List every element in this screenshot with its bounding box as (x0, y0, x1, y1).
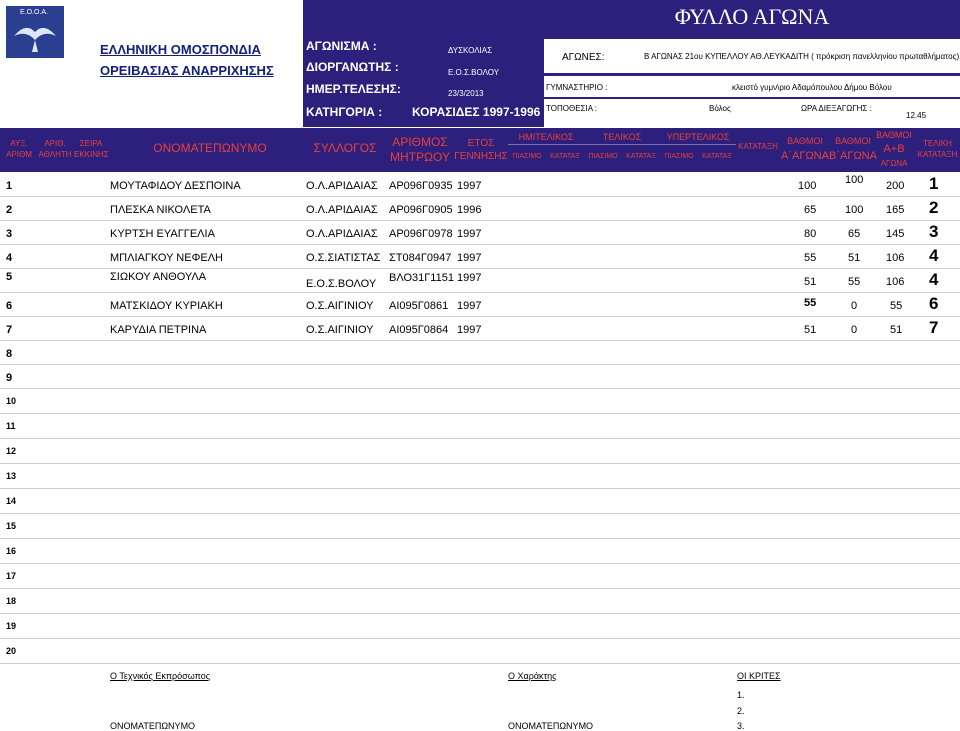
time-label: ΩΡΑ ΔΙΕΞΑΓΩΓΗΣ : (801, 104, 872, 113)
logo-text: Ε.Ο.Ο.Α. (20, 9, 49, 16)
final-rank: 3 (929, 222, 939, 241)
column-header-band (0, 128, 960, 172)
table-row (0, 340, 960, 365)
row-number: 14 (6, 496, 17, 506)
athlete-club: Ο.Σ.ΣΙΑΤΙΣΤΑΣ (306, 252, 381, 264)
gym-box (544, 76, 960, 97)
points-total: 200 (886, 180, 905, 192)
final-rank: 7 (929, 318, 939, 337)
row-number: 8 (6, 348, 13, 360)
row-number: 9 (6, 372, 13, 384)
table-row (0, 172, 960, 197)
points-total: 145 (886, 228, 905, 240)
col-a-agona: Α΄ΑΓΩΝΑ (781, 150, 829, 162)
athlete-registry: ΣΤ084Γ0947 (389, 252, 452, 264)
row-number: 4 (6, 252, 13, 264)
points-b: 51 (848, 252, 861, 264)
sheet-title: ΦΥΛΛΟ ΑΓΩΝΑ (544, 0, 960, 33)
col-katataks-2: ΚΑΤΑΤΑΞ (626, 153, 656, 160)
points-a: 100 (798, 180, 817, 192)
table-row (0, 613, 960, 639)
tech-rep-name: ΟΝΟΜΑΤΕΠΩΝΥΜΟ (110, 721, 196, 731)
row-number: 6 (6, 300, 13, 312)
table-row (0, 438, 960, 464)
col-semifinal: ΗΜΙΤΕΛΙΚΟΣ (518, 132, 574, 142)
org-name-line1: ΕΛΛΗΝΙΚΗ ΟΜΟΣΠΟΝΔΙΑ (100, 42, 261, 57)
table-row (0, 538, 960, 564)
row-number: 1 (6, 180, 13, 192)
points-total: 106 (886, 276, 905, 288)
gym-value: κλειστό γυμν\ριο Αδαμόπουλου Δήμου Βόλου (732, 83, 892, 92)
col-teliki-2: ΚΑΤΑΤΑΞΗ (917, 150, 958, 159)
agones-box (544, 39, 960, 73)
athlete-registry: ΑΙ095Γ0864 (389, 324, 449, 336)
row-number: 16 (6, 546, 17, 556)
athlete-year: 1997 (457, 300, 482, 312)
federation-logo (6, 6, 64, 58)
category-box (303, 98, 540, 127)
col-vathmoi-a: ΒΑΘΜΟΙ (787, 136, 823, 146)
gym-label: ΓΥΜΝΑΣΤΗΡΙΟ : (546, 83, 608, 92)
athlete-year: 1997 (457, 252, 482, 264)
organizer-value: Ε.Ο.Σ.ΒΟΛΟΥ (448, 68, 500, 77)
col-year-2: ΓΕΝΝΗΣΗΣ (454, 151, 508, 162)
table-row (0, 413, 960, 439)
col-katataxi: ΚΑΤΑΤΑΞΗ (738, 142, 778, 151)
row-number: 20 (6, 646, 17, 656)
points-a: 80 (804, 228, 817, 240)
judge-1: 1. (737, 690, 745, 700)
athlete-registry: ΑΡ096Γ0978 (389, 228, 453, 240)
judge-2: 2. (737, 706, 745, 716)
col-katataks-3: ΚΑΤΑΤΑΞ (702, 153, 732, 160)
final-rank: 6 (929, 294, 939, 313)
col-registry-2: ΜΗΤΡΩΟΥ (390, 150, 450, 164)
athlete-registry: ΑΙ095Γ0861 (389, 300, 449, 312)
place-label: ΤΟΠΟΘΕΣΙΑ : (546, 104, 598, 113)
final-rank: 4 (929, 270, 939, 289)
col-teliki-1: ΤΕΛΙΚΗ (923, 139, 952, 148)
agonisma-value: ΔΥΣΚΟΛΙΑΣ (448, 46, 493, 55)
row-number: 7 (6, 324, 13, 336)
athlete-club: Ο.Λ.ΑΡΙΔΑΙΑΣ (306, 204, 378, 216)
table-row (0, 220, 960, 245)
table-row (0, 638, 960, 664)
col-piasimo-3: ΠΙΑΣΙΜΟ (664, 153, 694, 160)
col-superfinal: ΥΠΕΡΤΕΛΙΚΟΣ (666, 132, 730, 142)
row-number: 17 (6, 571, 17, 581)
table-row (0, 588, 960, 614)
points-b: 65 (848, 228, 861, 240)
points-b: 0 (851, 324, 858, 336)
table-row (0, 364, 960, 389)
table-row (0, 513, 960, 539)
points-a: 55 (804, 252, 817, 264)
table-row (0, 463, 960, 489)
athlete-registry: ΑΡ096Γ0935 (389, 180, 453, 192)
judge-3: 3. (737, 721, 745, 731)
athlete-name: ΣΙΩΚΟΥ ΑΝΘΟΥΛΑ (110, 271, 207, 283)
points-a: 51 (804, 324, 817, 336)
col-arithm: ΑΡΙΘΜ (6, 150, 32, 159)
category-label: ΚΑΤΗΓΟΡΙΑ : (306, 105, 383, 119)
points-total: 106 (886, 252, 905, 264)
col-seira: ΣΕΙΡΑ (79, 139, 103, 148)
athlete-name: ΜΠΛΙΑΓΚΟΥ ΝΕΦΕΛΗ (110, 252, 223, 264)
row-number: 10 (6, 396, 17, 406)
points-a: 65 (804, 204, 817, 216)
row-number: 13 (6, 471, 17, 481)
table-row (0, 244, 960, 269)
col-ekkinisis: ΕΚΚΙΝΗΣ (74, 150, 109, 159)
points-total: 55 (890, 300, 903, 312)
col-name: ΟΝΟΜΑΤΕΠΩΝΥΜΟ (153, 141, 267, 155)
col-registry-1: ΑΡΙΘΜΟΣ (392, 135, 448, 149)
col-b-agona: Β΄ΑΓΩΝΑ (829, 150, 877, 162)
athlete-club: Ε.Ο.Σ.ΒΟΛΟΥ (306, 278, 377, 290)
points-b: 100 (845, 204, 864, 216)
col-athliti: ΑΘΛΗΤΗ (38, 150, 72, 159)
points-b: 55 (848, 276, 861, 288)
table-row (0, 268, 960, 293)
judges-label: ΟΙ ΚΡΙΤΕΣ (737, 671, 781, 681)
points-a: 55 (804, 297, 817, 309)
athlete-registry: ΒΛΟ31Γ1151 (389, 272, 454, 284)
col-vathmoi-ab: ΒΑΘΜΟΙ (876, 130, 912, 140)
final-rank: 1 (929, 174, 939, 193)
col-piasimo-2: ΠΙΑΣΙΜΟ (588, 153, 618, 160)
points-b: 100 (845, 174, 864, 186)
final-rank: 2 (929, 198, 939, 217)
col-piasimo-1: ΠΙΑΣΙΜΟ (512, 153, 542, 160)
athlete-year: 1996 (457, 204, 482, 216)
table-row (0, 196, 960, 221)
col-vathmoi-b: ΒΑΘΜΟΙ (835, 136, 871, 146)
points-a: 51 (804, 276, 817, 288)
row-number: 11 (6, 421, 16, 431)
athlete-year: 1997 (457, 228, 482, 240)
col-agona: ΑΓΩΝΑ (880, 159, 908, 168)
col-arith: ΑΡΙΘ. (44, 139, 66, 148)
charaktis-name: ΟΝΟΜΑΤΕΠΩΝΥΜΟ (508, 721, 594, 731)
points-total: 51 (890, 324, 903, 336)
header-panel (303, 0, 960, 127)
table-row (0, 316, 960, 341)
row-number: 19 (6, 621, 17, 631)
col-final: ΤΕΛΙΚΟΣ (602, 132, 642, 142)
col-club: ΣΥΛΛΟΓΟΣ (313, 141, 377, 155)
athlete-year: 1997 (457, 272, 482, 284)
row-number: 15 (6, 521, 17, 531)
table-row (0, 388, 960, 414)
athlete-club: Ο.Σ.ΑΙΓΙΝΙΟΥ (306, 300, 374, 312)
athlete-year: 1997 (457, 324, 482, 336)
row-number: 18 (6, 596, 17, 606)
row-number: 5 (6, 271, 13, 283)
athlete-club: Ο.Λ.ΑΡΙΔΑΙΑΣ (306, 180, 378, 192)
athlete-year: 1997 (457, 180, 482, 192)
place-value: Βόλος (709, 104, 731, 113)
athlete-name: ΚΑΡΥΔΙΑ ΠΕΤΡΙΝΑ (110, 324, 207, 336)
final-rank: 4 (929, 246, 939, 265)
athlete-name: ΠΛΕΣΚΑ ΝΙΚΟΛΕΤΑ (110, 204, 211, 216)
date-value: 23/3/2013 (448, 89, 484, 98)
charaktis-label: Ο Χαράκτης (508, 671, 557, 681)
time-value: 12.45 (906, 111, 927, 120)
row-number: 2 (6, 204, 13, 216)
athlete-club: Ο.Σ.ΑΙΓΙΝΙΟΥ (306, 324, 374, 336)
category-value: ΚΟΡΑΣΙΔΕΣ 1997-1996 (412, 105, 541, 119)
agones-value: Β ΑΓΩΝΑΣ 21ου ΚΥΠΕΛΛΟΥ ΑΘ.ΛΕΥΚΑΔΙΤΗ ( πρόκριση πανελληνίου πρωταθλήματος) (644, 52, 960, 61)
table-row (0, 488, 960, 514)
place-box (544, 99, 960, 127)
col-katataks-1: ΚΑΤΑΤΑΞ (550, 153, 580, 160)
athlete-registry: ΑΡ096Γ0905 (389, 204, 453, 216)
row-number: 3 (6, 228, 13, 240)
col-ab: Α+Β (883, 143, 905, 155)
tech-rep-label: Ο Τεχνικός Εκπρόσωπος (110, 671, 211, 681)
table-row (0, 292, 960, 317)
athlete-name: ΚΥΡΤΣΗ ΕΥΑΓΓΕΛΙΑ (110, 228, 215, 240)
col-year-1: ΕΤΟΣ (467, 138, 495, 149)
athlete-name: ΜΑΤΣΚΙΔΟΥ ΚΥΡΙΑΚΗ (110, 300, 223, 312)
points-total: 165 (886, 204, 905, 216)
row-number: 12 (6, 446, 17, 456)
org-name-line2: ΟΡΕΙΒΑΣΙΑΣ ΑΝΑΡΡΙΧΗΣΗΣ (100, 63, 274, 78)
points-b: 0 (851, 300, 858, 312)
date-label: ΗΜΕΡ.ΤΕΛΕΣΗΣ: (306, 82, 401, 96)
athlete-club: Ο.Λ.ΑΡΙΔΑΙΑΣ (306, 228, 378, 240)
athlete-name: ΜΟΥΤΑΦΙΔΟΥ ΔΕΣΠΟΙΝΑ (110, 180, 241, 192)
organizer-label: ΔΙΟΡΓΑΝΩΤΗΣ : (306, 60, 399, 74)
agones-label: ΑΓΩΝΕΣ: (562, 52, 605, 63)
agonisma-label: ΑΓΩΝΙΣΜΑ : (306, 39, 377, 53)
table-row (0, 563, 960, 589)
col-ayx: ΑΥΞ. (10, 139, 28, 148)
